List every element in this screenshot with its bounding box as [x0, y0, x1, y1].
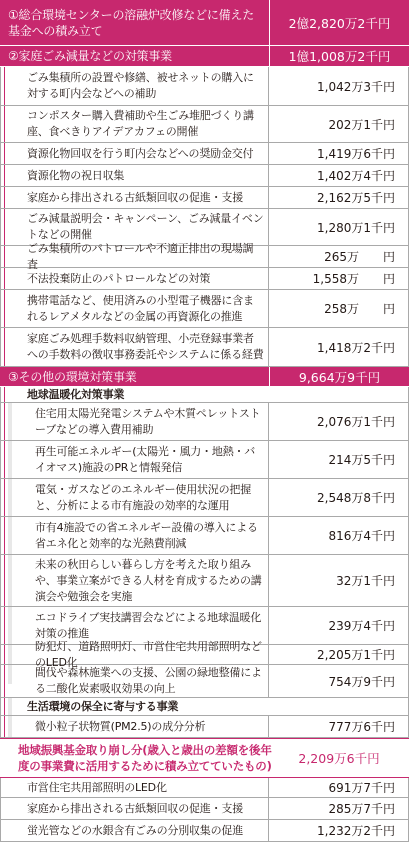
item-amount: 777万6千円 — [269, 716, 409, 737]
section-3-header — [0, 367, 409, 387]
item-label: 間伐や森林施業への支援、公園の緑地整備による二酸化炭素吸収効果の向上 — [0, 665, 269, 697]
list-item — [0, 106, 409, 143]
item-label: 市有4施設での省エネルギー設備の導入による省エネ化と効率的な光熱費削減 — [0, 517, 269, 554]
item-label: 携帯電話など、使用済みの小型電子機器に含まれるレアメタルなどの金属の再資源化の推進 — [0, 290, 269, 327]
group-2-label: 生活環境の保全に寄与する事業 — [0, 698, 409, 715]
item-label: 家庭から排出される古紙類回収の促進・支援 — [0, 187, 269, 208]
section-1-amount: 2億2,820万2千円 — [269, 0, 409, 45]
item-amount: 1,232万2千円 — [269, 820, 409, 841]
section-2-label: ②家庭ごみ減量などの対策事業 — [8, 49, 172, 63]
group-1-label: 地球温暖化対策事業 — [0, 387, 409, 402]
item-label: 資源化物の祝日収集 — [0, 165, 269, 186]
list-item — [0, 555, 409, 607]
list-item — [0, 798, 409, 820]
item-label: ごみ集積所のパトロールや不適正排出の現場調査 — [0, 246, 269, 267]
section-2-amount: 1億1,008万2千円 — [269, 46, 409, 66]
section-3-label: ③その他の環境対策事業 — [8, 369, 137, 384]
item-amount: 2,162万5千円 — [269, 187, 409, 208]
list-item — [0, 778, 409, 798]
item-label: 電気・ガスなどのエネルギー使用状況の把握と、分析による市有施設の効率的な運用 — [0, 479, 269, 516]
list-item — [0, 517, 409, 555]
item-label: 家庭ごみ処理手数料収納管理、小売登録事業者への手数料の徴収事務委託やシステムに係る経費 — [0, 328, 269, 366]
item-label: 資源化物回収を行う町内会などへの奨励金交付 — [0, 143, 269, 164]
item-amount: 1,280万1千円 — [269, 209, 409, 245]
list-item — [0, 639, 409, 669]
section-3-amount: 9,664万9千円 — [269, 367, 409, 386]
item-label: エコドライブ実技講習会などによる地球温暖化対策の推進 — [0, 607, 269, 644]
section-2-header — [0, 46, 409, 67]
item-amount: 2,076万1千円 — [269, 403, 409, 440]
item-amount: 2,548万8千円 — [269, 479, 409, 516]
item-amount: 214万5千円 — [269, 441, 409, 478]
item-label: 再生可能エネルギー(太陽光・風力・地熱・バイオマス)施設のPRと情報発信 — [0, 441, 269, 478]
item-label: 不法投棄防止のパトロールなどの対策 — [0, 268, 269, 289]
item-label: 住宅用太陽光発電システムや木質ペレットストーブなどの導入費用補助 — [0, 403, 269, 440]
item-amount: 1,418万2千円 — [269, 328, 409, 366]
item-label: ごみ集積所の設置や修繕、被せネットの購入に対する町内会などへの補助 — [0, 67, 269, 105]
item-amount: 1,042万3千円 — [269, 67, 409, 105]
list-item — [0, 187, 409, 209]
item-amount: 691万7千円 — [269, 778, 409, 797]
list-item — [0, 479, 409, 517]
section-1-label: ①総合環境センターの溶融炉改修などに備えた基金への積み立て — [8, 7, 255, 38]
list-item — [0, 143, 409, 165]
item-label: 市営住宅共用部照明のLED化 — [0, 778, 269, 797]
list-item — [0, 165, 409, 187]
item-label: 蛍光管などの水銀含有ごみの分別収集の促進 — [0, 820, 269, 841]
item-label: ごみ減量説明会・キャンペーン、ごみ減量イベントなどの開催 — [0, 209, 269, 245]
item-label: 防犯灯、道路照明灯、市営住宅共用部照明などのLED化 — [0, 645, 269, 664]
section-4-header — [0, 738, 409, 778]
item-label: コンポスター購入費補助や生ごみ堆肥づくり講座、食べきりアイデアカフェの開催 — [0, 106, 269, 142]
list-item — [0, 820, 409, 842]
item-amount: 32万1千円 — [269, 555, 409, 606]
item-label: 微小粒子状物質(PM2.5)の成分分析 — [0, 716, 269, 737]
item-amount: 239万4千円 — [269, 607, 409, 644]
item-amount: 285万7千円 — [269, 798, 409, 819]
section-4-label: 地域振興基金取り崩し分(歳入と歳出の差額を後年度の事業費に活用するために積み立てていたもの) — [18, 743, 272, 773]
section-4-amount: 2,209万6千円 — [298, 751, 380, 766]
item-amount: 816万4千円 — [269, 517, 409, 554]
item-amount: 1,419万6千円 — [269, 143, 409, 164]
item-amount: 754万9千円 — [269, 665, 409, 697]
item-amount: 1,402万4千円 — [269, 165, 409, 186]
item-amount: 2,205万1千円 — [269, 645, 409, 664]
item-label: 未来の秋田らしい暮らし方を考えた取り組みや、事業立案ができる人材を育成するための講演会や勉強会を実施 — [0, 555, 269, 606]
list-item — [0, 441, 409, 479]
item-amount: 202万1千円 — [269, 106, 409, 142]
group-1-heading — [0, 387, 409, 403]
section-1-header — [0, 0, 409, 46]
item-amount: 265万 円 — [269, 246, 409, 267]
list-item — [0, 268, 409, 290]
list-item — [0, 665, 409, 698]
list-item — [0, 67, 409, 106]
list-item — [0, 241, 409, 271]
list-item — [0, 290, 409, 328]
list-item — [0, 716, 409, 738]
list-item — [0, 403, 409, 441]
list-item — [0, 328, 409, 367]
item-label: 家庭から排出される古紙類回収の促進・支援 — [0, 798, 269, 819]
item-amount: 258万 円 — [269, 290, 409, 327]
item-amount: 1,558万 円 — [269, 268, 409, 289]
group-2-heading — [0, 698, 409, 716]
